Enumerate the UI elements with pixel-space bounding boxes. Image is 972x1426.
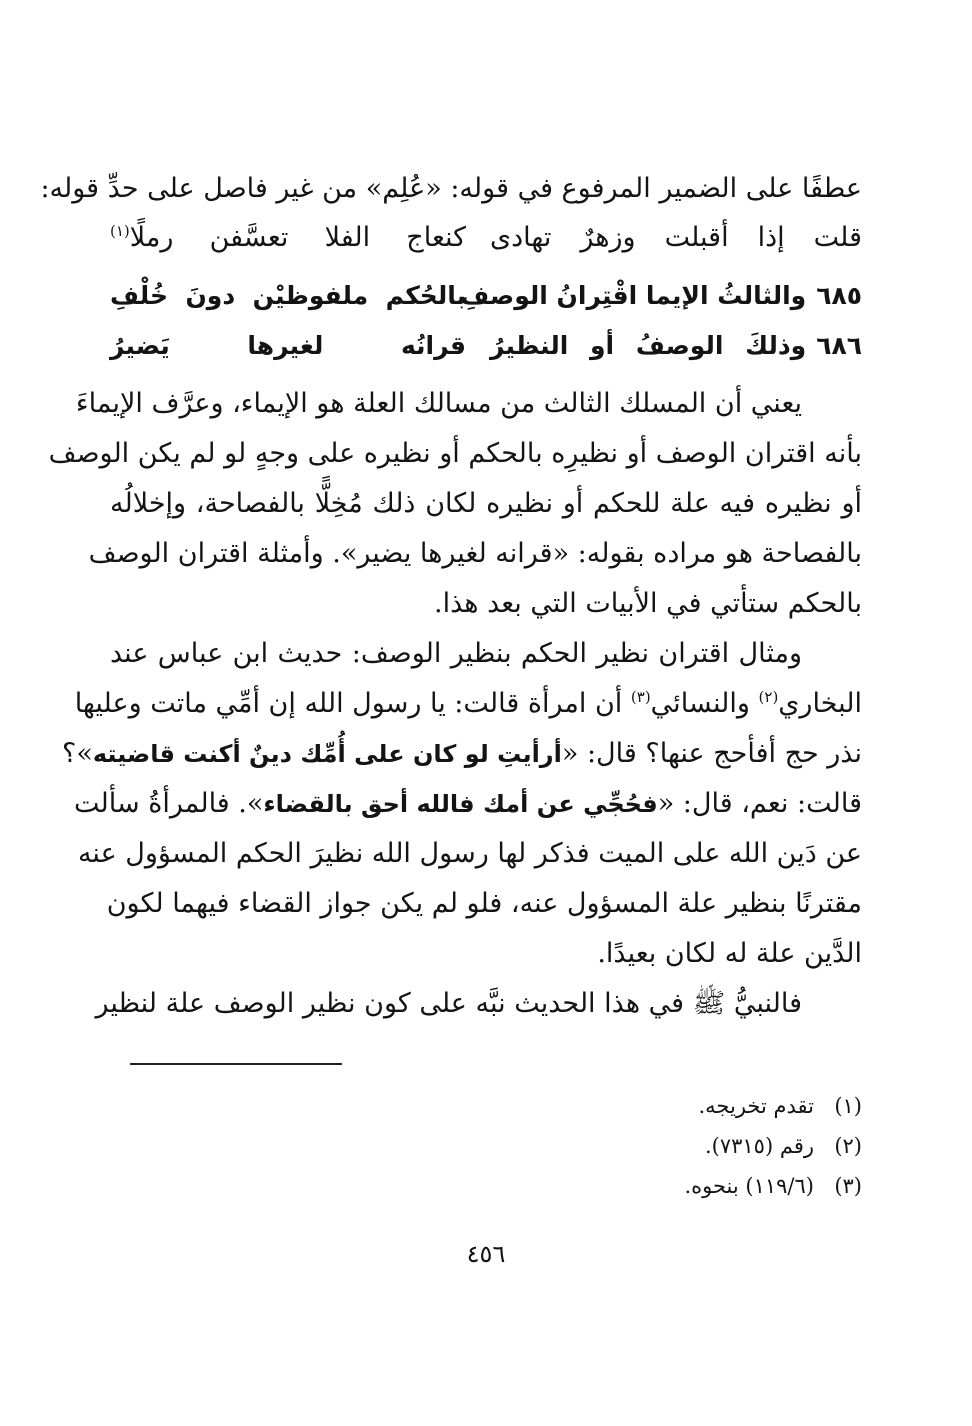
footnote-3 bbox=[110, 1168, 862, 1204]
para2-line-2-a: البخاري bbox=[778, 688, 862, 719]
footnote-ref-1: (١) bbox=[110, 222, 130, 240]
para2-line-2-b: والنسائي bbox=[650, 688, 750, 719]
para1-line-5: بالحكم ستأتي في الأبيات التي بعد هذا. bbox=[434, 588, 862, 619]
footnote-2 bbox=[110, 1128, 862, 1164]
para1-line-4: بالفصاحة هو مراده بقوله: «قرانه لغيرها يضير». وأمثلة اقتران الوصف bbox=[88, 538, 862, 569]
verse-quoted bbox=[110, 214, 862, 262]
para1-line-1: يعني أن المسلك الثالث من مسالك العلة هو الإيماء، وعرَّف الإيماءَ bbox=[75, 388, 802, 419]
verse-686-hemistich-1-text: وذلكَ الوصفُ أو النظيرُ bbox=[490, 331, 807, 360]
text-line-1-content: عطفًا على الضمير المرفوع في قوله: «عُلِم» من غير فاصل على حدِّ قوله: bbox=[40, 173, 862, 204]
footnote-ref-2: (٢) bbox=[758, 688, 779, 706]
para2-line-4-c: ». فالمرأةُ سألت bbox=[74, 788, 264, 819]
para2-line-3 bbox=[62, 730, 862, 778]
para2-line-7: الدَّين علة له لكان بعيدًا. bbox=[597, 938, 862, 969]
footnote-ref-3: (٣) bbox=[630, 688, 651, 706]
verse-number-685: ٦٨٥ bbox=[816, 281, 862, 310]
verse-quoted-hemistich-1: قلت إذا أقبلت وزهرٌ تهادى bbox=[490, 222, 862, 253]
para2-line-3-c: »؟ bbox=[62, 738, 93, 769]
verse-685 bbox=[110, 272, 862, 320]
hadith-quote-1: أرأيتِ لو كان على أُمِّك دينٌ أكنت قاضيته bbox=[92, 740, 562, 768]
footnote-divider bbox=[130, 1063, 342, 1065]
footnote-2-text: رقم (٧٣١٥). bbox=[704, 1134, 814, 1158]
verse-686 bbox=[110, 322, 862, 370]
verse-quoted-hemistich-2-text: كنعاج الفلا تعسَّفن رملًا bbox=[129, 222, 466, 253]
verse-quoted-hemistich-2 bbox=[110, 214, 466, 262]
footnote-1 bbox=[110, 1088, 862, 1124]
para2-line-2 bbox=[74, 680, 862, 728]
verse-686-hemistich-2: قرانُه لغيرها يَضيرُ bbox=[110, 331, 466, 360]
para1-line-2: بأنه اقتران الوصف أو نظيرِه بالحكم أو نظيره على وجهٍ لو لم يكن الوصف bbox=[48, 438, 862, 469]
footnote-2-number: (٢) bbox=[834, 1134, 862, 1158]
para2-line-3-a: نذر حج أفأحج عنها؟ قال: « bbox=[561, 738, 862, 769]
footnote-3-text: (١١٩/٦) بنحوه. bbox=[684, 1174, 814, 1198]
para2-line-5: عن دَين الله على الميت فذكر لها رسول الله نظيرَ الحكم المسؤول عنه bbox=[77, 838, 862, 869]
footnote-1-text: تقدم تخريجه. bbox=[698, 1094, 814, 1118]
para1-line-3: أو نظيره فيه علة للحكم أو نظيره لكان ذلك مُخِلًّا بالفصاحة، وإخلالُه bbox=[110, 488, 862, 519]
verse-685-hemistich-1 bbox=[460, 272, 862, 320]
text-line-1 bbox=[40, 165, 862, 213]
para2-line-4 bbox=[74, 780, 862, 828]
footnote-1-number: (١) bbox=[834, 1094, 862, 1118]
para2-line-4-a: قالت: نعم، قال: « bbox=[657, 788, 862, 819]
hadith-quote-2: فحُجِّي عن أمك فالله أحق بالقضاء bbox=[263, 790, 658, 818]
footnote-3-number: (٣) bbox=[834, 1174, 862, 1198]
verse-686-hemistich-1 bbox=[490, 322, 862, 370]
page-number: ٤٥٦ bbox=[466, 1240, 506, 1268]
para3-line-1: فالنبيُّ ﷺ في هذا الحديث نبَّه على كون نظير الوصف علة لنظير bbox=[95, 988, 802, 1019]
verse-number-686: ٦٨٦ bbox=[816, 331, 862, 360]
para2-line-2-c: أن امرأة قالت: يا رسول الله إن أمِّي ماتت وعليها bbox=[74, 688, 623, 719]
para2-line-1: ومثال اقتران نظير الحكم بنظير الوصف: حديث ابن عباس عند bbox=[110, 638, 802, 669]
verse-685-hemistich-2: بالحُكم ملفوظيْن دونَ خُلْفِ bbox=[110, 281, 466, 310]
verse-685-hemistich-1-text: والثالثُ الإيما اقْتِرانُ الوصفِ bbox=[460, 281, 807, 310]
para2-line-6: مقترنًا بنظير علة المسؤول عنه، فلو لم يكن جواز القضاء فيهما لكون bbox=[106, 888, 862, 919]
